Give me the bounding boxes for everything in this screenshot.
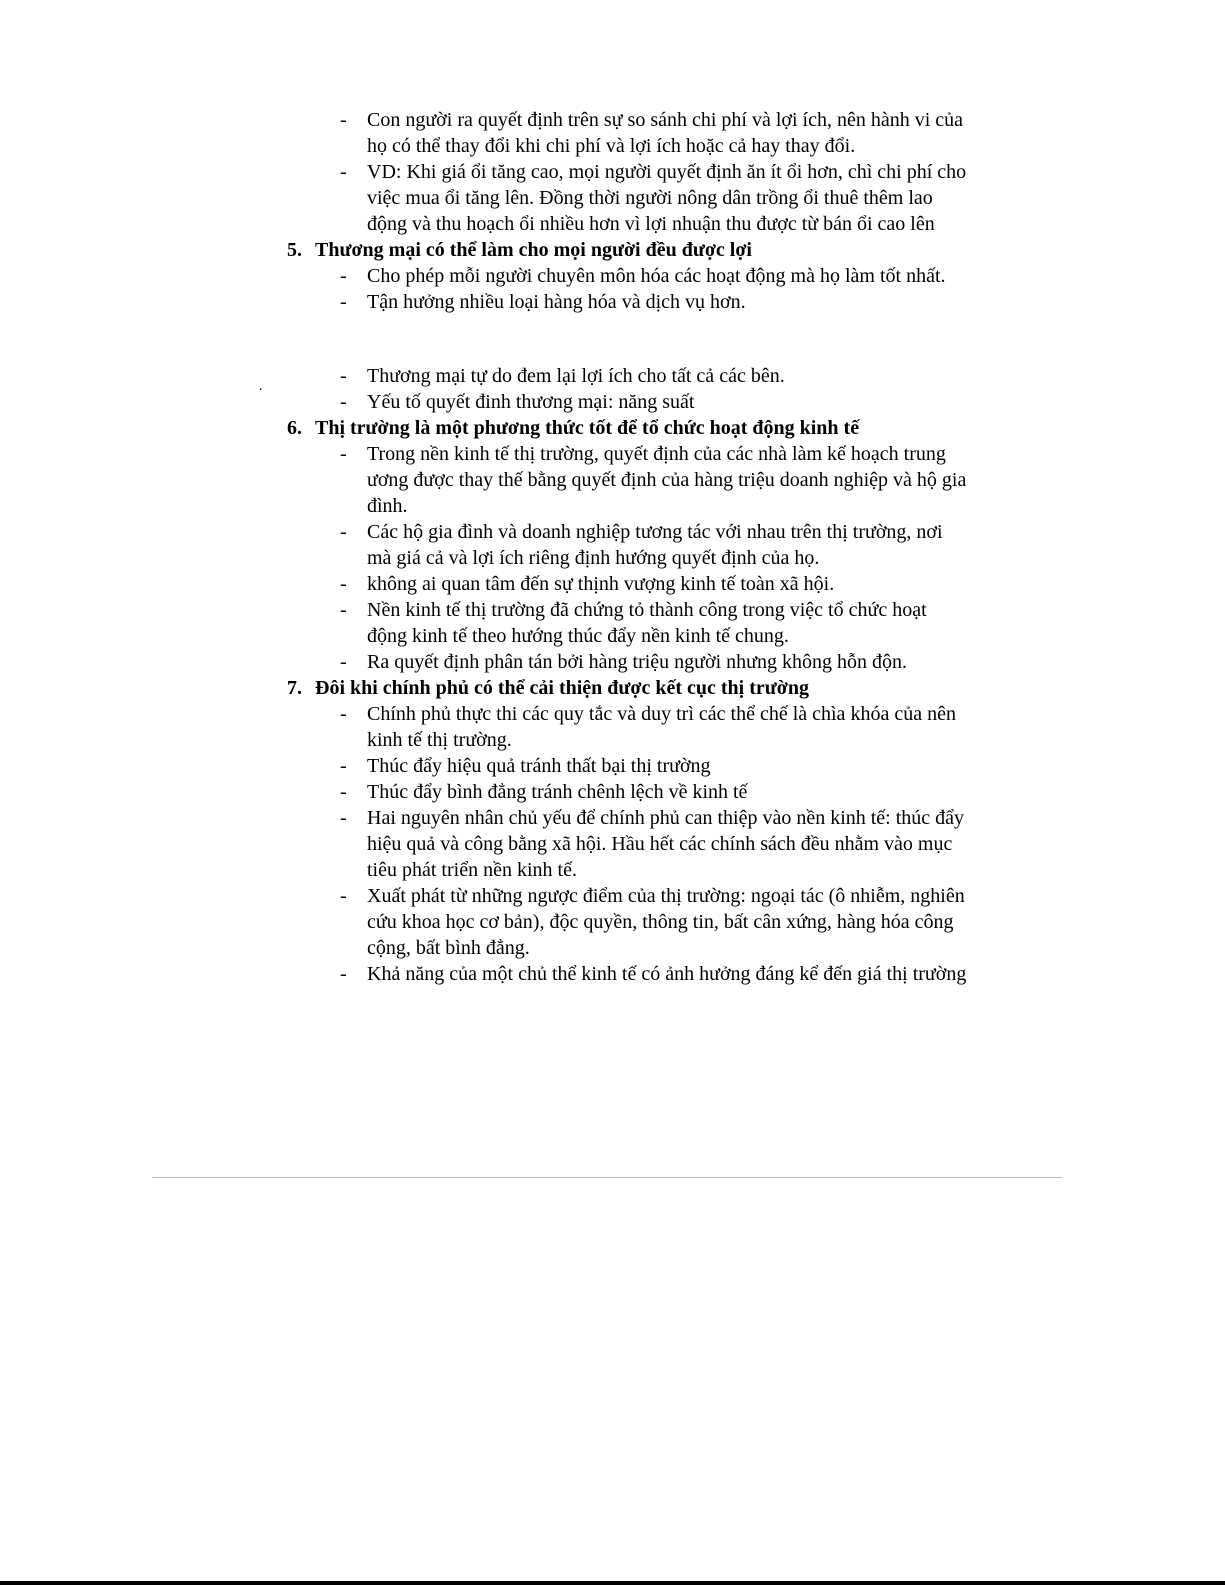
section-7-heading: 7. Đôi khi chính phủ có thể cải thiện được kết cục thị trường bbox=[287, 677, 809, 699]
spacer bbox=[287, 339, 987, 363]
section-5-list-continued bbox=[287, 363, 987, 415]
section-6-heading: 6. Thị trường là một phương thức tốt để tổ chức hoạt động kinh tế bbox=[287, 417, 860, 439]
list-item: - Trong nền kinh tế thị trường, quyết định của các nhà làm kế hoạch trung ương được thay thế bằng quyết định của hàng triệu doanh nghiệp và hộ gia đình. bbox=[340, 443, 967, 517]
section-5-heading: 5. Thương mại có thể làm cho mọi người đều được lợi bbox=[287, 239, 752, 261]
list-item: - Hai nguyên nhân chủ yếu để chính phủ can thiệp vào nền kinh tế: thúc đẩy hiệu quả và công bằng xã hội. Hầu hết các chính sách đều nhằm vào mục tiêu phát triển nền kinh tế. bbox=[340, 807, 965, 881]
page-divider bbox=[152, 1177, 1062, 1178]
list-item: - Khả năng của một chủ thể kinh tế có ảnh hưởng đáng kể đến giá thị trường bbox=[340, 963, 967, 985]
list-item: - Thúc đẩy hiệu quả tránh thất bại thị trường bbox=[340, 755, 711, 777]
stray-mark: . bbox=[259, 379, 263, 394]
list-item: - Chính phủ thực thi các quy tắc và duy trì các thể chế là chìa khóa của nên kinh tế thị trường. bbox=[340, 703, 956, 751]
document-body bbox=[287, 107, 987, 987]
section-6-list bbox=[287, 441, 987, 675]
list-item: - Các hộ gia đình và doanh nghiệp tương tác với nhau trên thị trường, nơi mà giá cả và lợi ích riêng định hướng quyết định của họ. bbox=[340, 521, 943, 569]
list-item: - Nền kinh tế thị trường đã chứng tỏ thành công trong việc tổ chức hoạt động kinh tế theo hướng thúc đẩy nền kinh tế chung. bbox=[340, 599, 927, 647]
list-item: - không ai quan tâm đến sự thịnh vượng kinh tế toàn xã hội. bbox=[340, 573, 835, 595]
section-7-list bbox=[287, 701, 987, 987]
list-item: - Tận hưởng nhiều loại hàng hóa và dịch vụ hơn. bbox=[340, 291, 746, 313]
page-bottom-edge bbox=[0, 1581, 1225, 1585]
list-item: - Thương mại tự do đem lại lợi ích cho tất cả các bên. bbox=[340, 365, 785, 387]
list-item: - Xuất phát từ những ngược điểm của thị trường: ngoại tác (ô nhiễm, nghiên cứu khoa học cơ bản), độc quyền, thông tin, bất cân xứng, hàng hóa công cộng, bất bình đẳng. bbox=[340, 885, 965, 959]
intro-list bbox=[287, 107, 987, 237]
list-item: - Yếu tố quyết đinh thương mại: năng suất bbox=[340, 391, 695, 413]
spacer bbox=[287, 315, 987, 339]
list-item: - VD: Khi giá ổi tăng cao, mọi người quyết định ăn ít ổi hơn, chì chi phí cho việc mua ổi tăng lên. Đồng thời người nông dân trồng ổi thuê thêm lao động và thu hoạch ổi nhiều hơn vì lợi nhuận thu được từ bán ổi cao lên bbox=[340, 161, 967, 235]
list-item: - Ra quyết định phân tán bởi hàng triệu người nhưng không hỗn độn. bbox=[340, 651, 907, 673]
list-item: - Con người ra quyết định trên sự so sánh chi phí và lợi ích, nên hành vi của họ có thể thay đổi khi chi phí và lợi ích hoặc cả hay thay đổi. bbox=[340, 109, 964, 157]
list-item: - Thúc đẩy bình đẳng tránh chênh lệch về kinh tế bbox=[340, 781, 748, 803]
section-5-list bbox=[287, 263, 987, 315]
list-item: - Cho phép mỗi người chuyên môn hóa các hoạt động mà họ làm tốt nhất. bbox=[340, 265, 946, 287]
